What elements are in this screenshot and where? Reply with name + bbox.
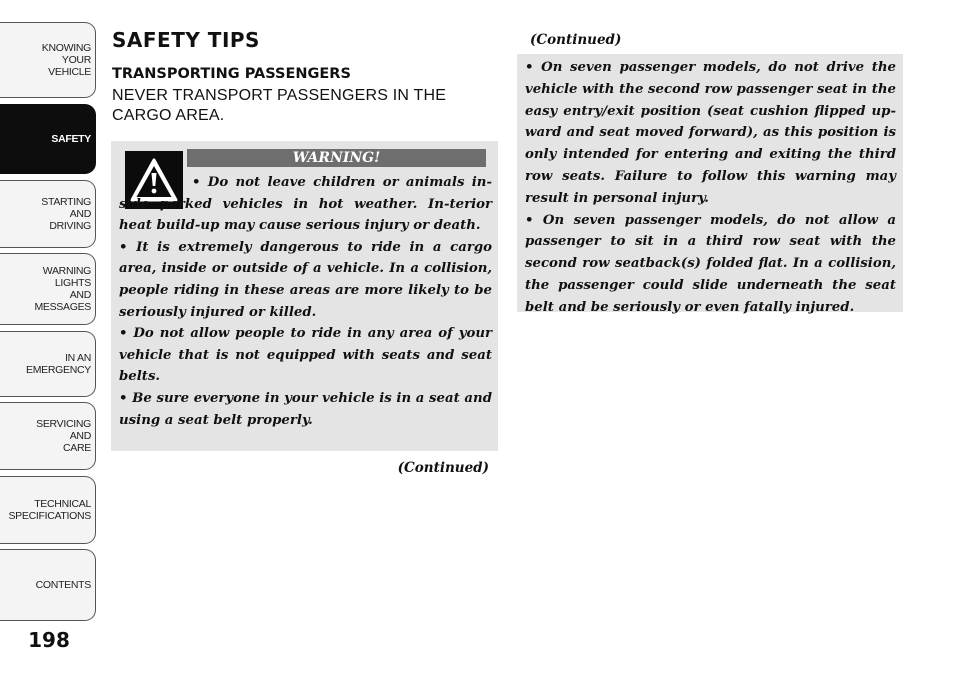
warning-continuation-box <box>517 54 903 315</box>
intro-text: NEVER TRANSPORT PASSENGERS IN THE CARGO AREA. <box>112 87 447 124</box>
tab-label: KNOWING YOUR VEHICLE <box>41 42 91 78</box>
tab-label: IN AN EMERGENCY <box>26 352 91 376</box>
continued-label: (Continued) <box>530 32 622 48</box>
warning-item: • Do not leave children or animals in-side parked vehicles in hot weather. In-terior heat build-up may cause serious injury or death. <box>119 175 492 234</box>
warning-header: WARNING! <box>187 149 486 167</box>
tab-label: CONTENTS <box>35 579 91 591</box>
tab-label: TECHNICAL SPECIFICATIONS <box>8 498 91 522</box>
tab-warning-lights-and-messages[interactable] <box>0 253 96 325</box>
tab-label: STARTING AND DRIVING <box>41 196 91 232</box>
tab-contents[interactable] <box>0 549 96 621</box>
warning-box <box>111 141 498 451</box>
section-title: SAFETY TIPS <box>112 28 260 52</box>
warning-item: • Be sure everyone in your vehicle is in a seat and using a seat belt properly. <box>119 390 492 428</box>
chapter-navigation <box>0 0 98 678</box>
tab-label: SERVICING AND CARE <box>36 418 91 454</box>
tab-in-an-emergency[interactable] <box>0 331 96 397</box>
tab-starting-and-driving[interactable] <box>0 180 96 248</box>
warning-text <box>119 172 492 431</box>
tab-knowing-your-vehicle[interactable] <box>0 22 96 98</box>
warning-item: • Do not allow people to ride in any area of your vehicle that is not equipped with seats and seat belts. <box>119 326 492 385</box>
tab-safety[interactable] <box>0 104 96 174</box>
tab-label: WARNING LIGHTS AND MESSAGES <box>34 265 91 313</box>
tab-technical-specifications[interactable] <box>0 476 96 544</box>
subheading: TRANSPORTING PASSENGERS <box>112 66 351 82</box>
page-number: 198 <box>28 628 70 652</box>
tab-servicing-and-care[interactable] <box>0 402 96 470</box>
warning-item: • It is extremely dangerous to ride in a cargo area, inside or outside of a vehicle. In a collision, people riding in these areas are more likely to be seriously injured or killed. <box>119 239 492 320</box>
tab-label: SAFETY <box>51 133 91 145</box>
warning-continuation-text <box>525 57 896 319</box>
continued-label: (Continued) <box>397 460 489 476</box>
warning-item: • On seven passenger models, do not allow a passenger to sit in a third row seat with the second row seatback(s) folded flat. In a collision, the passenger could slide underneath the seat belt and be seriously or even fatally injured. <box>525 212 896 315</box>
warning-item: • On seven passenger models, do not drive the vehicle with the second row passenger seat in the easy entry/exit position (seat cushion flipped up-ward and seat moved forward), as this position is only intended for entering and exiting the third row seats. Failure to follow this warning may result in personal injury. <box>525 60 896 206</box>
